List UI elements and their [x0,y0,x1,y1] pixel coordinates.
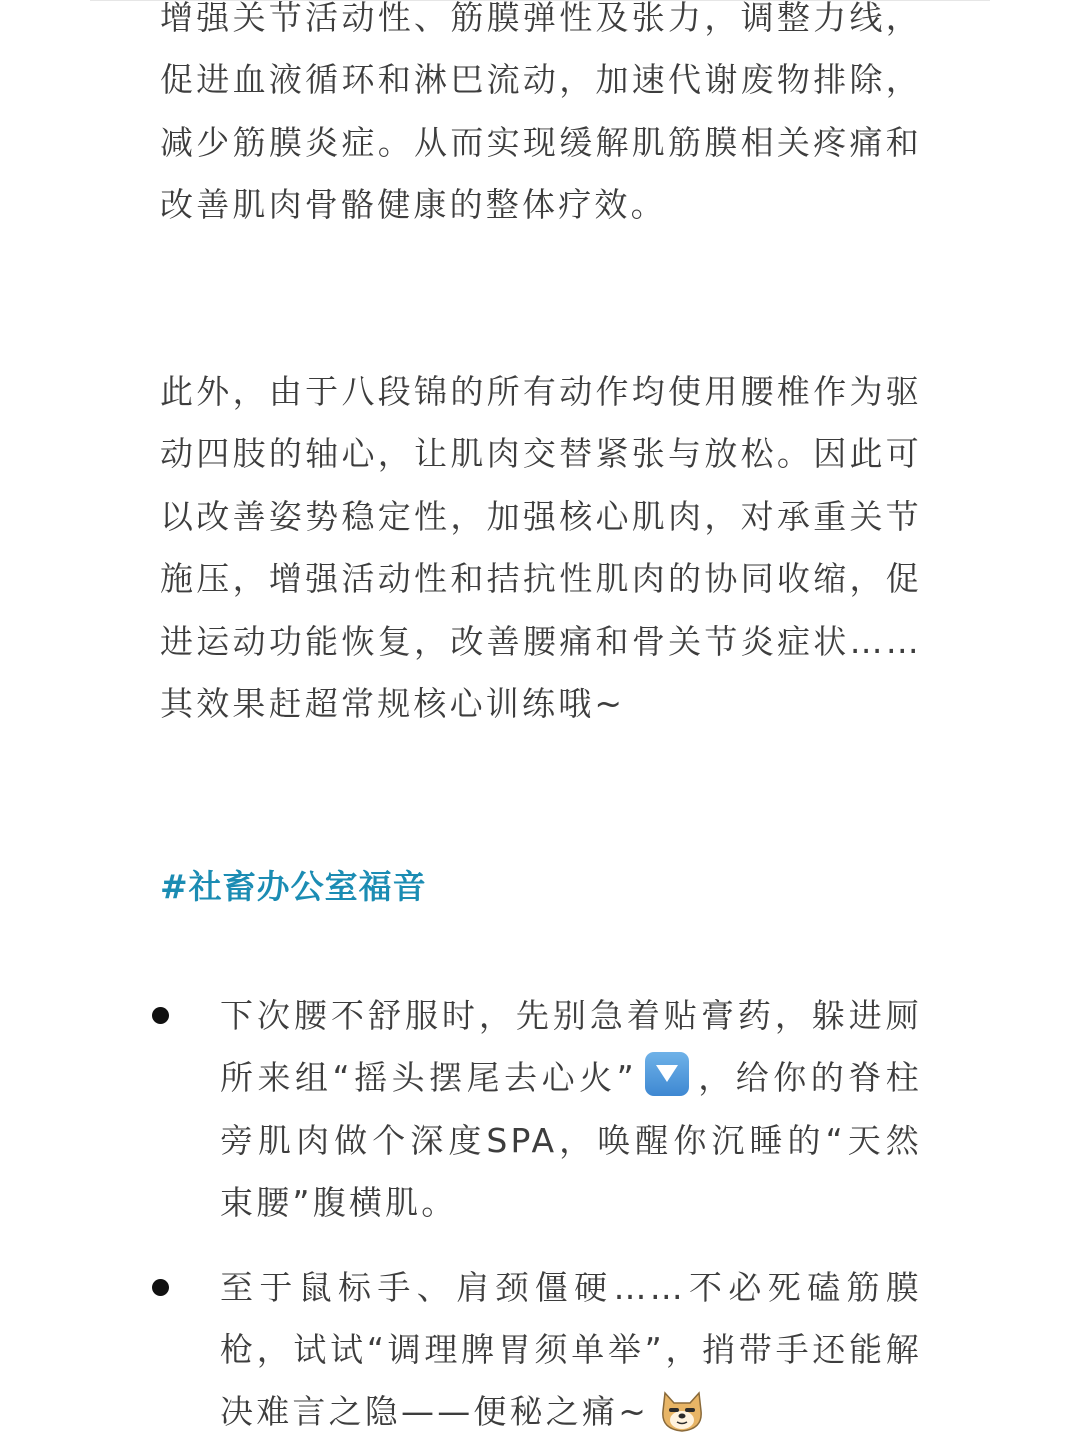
tip-1-text-start: 下次腰不舒服时，先别急着贴膏药，躲进厕所来组“摇头摆尾去心火” [220,996,922,1098]
doge-emoji-icon [659,1389,705,1433]
list-item [160,1257,922,1444]
tip-1-text-end: ，给你的脊柱旁肌肉做个深度SPA，唤醒你沉睡的“天然束腰”腹横肌。 [220,1058,923,1223]
paragraph-fascia-benefits: 增强关节活动性、筋膜弹性及张力，调整力线，促进血液循环和淋巴流动，加速代谢废物排除，减少筋膜炎症。从而实现缓解肌筋膜相关疼痛和改善肌肉骨骼健康的整体疗效。 [160,0,922,225]
tip-2-text: 至于鼠标手、肩颈僵硬……不必死磕筋膜枪，试试“调理脾胃须单举”，捎带手还能解决难言之隐——便秘之痛~ [220,1267,922,1432]
paragraph-core-training: 此外，由于八段锦的所有动作均使用腰椎作为驱动四肢的轴心，让肌肉交替紧张与放松。因此可以改善姿势稳定性，加强核心肌肉，对承重关节施压，增强活动性和拮抗性肌肉的协同收缩，促进运动功能恢复，改善腰痛和骨关节炎症状……其效果赶超常规核心训练哦~ [160,372,922,724]
list-item [160,985,922,1235]
bullet-dot-icon [152,1279,169,1296]
bullet-dot-icon [152,1007,169,1024]
hashtag-office-workers[interactable]: #社畜办公室福音 [160,867,427,906]
down-arrow-button-icon [645,1052,689,1096]
tips-list [160,985,922,1444]
